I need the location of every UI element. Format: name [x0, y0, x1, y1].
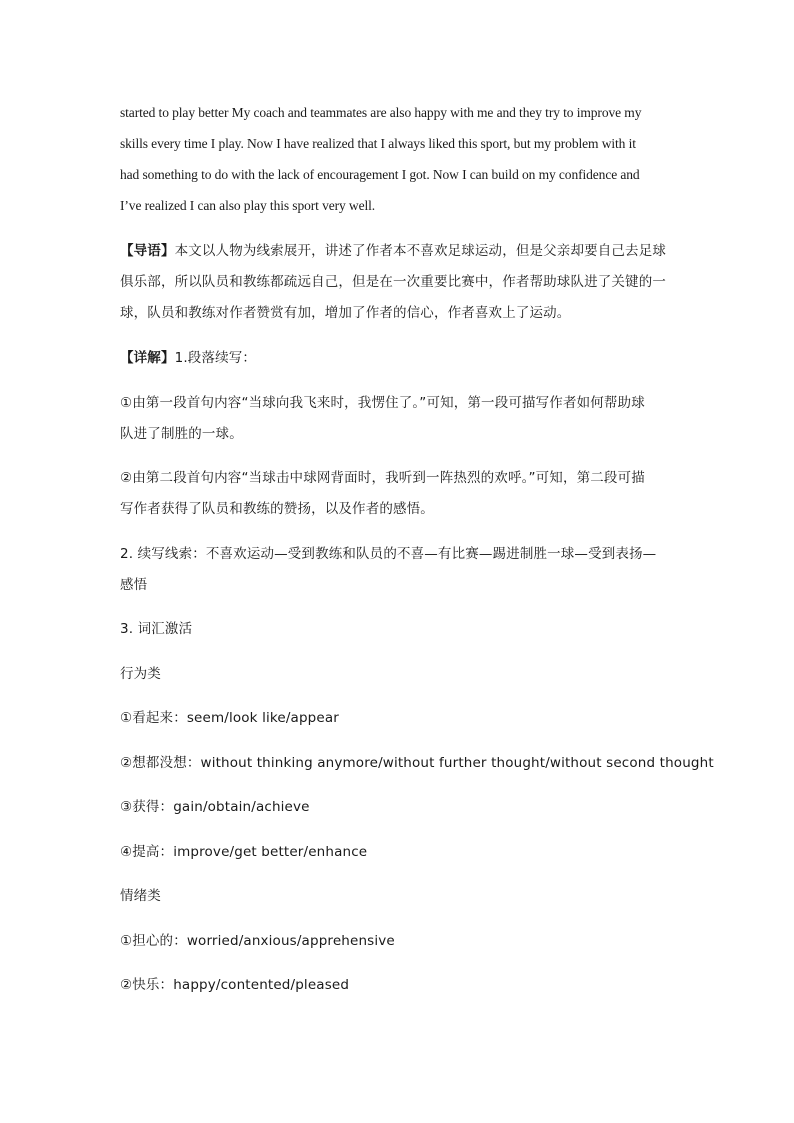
vocab-group-1-item-3: ③获得：gain/obtain/achieve: [120, 799, 310, 815]
para-point-1-line-1: ①由第一段首句内容“当球向我飞来时，我愣住了。”可知，第一段可描写作者如何帮助球: [120, 395, 645, 411]
vocab-group-2-item-2: ②快乐：happy/contented/pleased: [120, 977, 350, 993]
guide-text-1: 本文以人物为线索展开，讲述了作者本不喜欢足球运动，但是父亲却要自己去足球: [174, 243, 667, 259]
para-point-2-line-2: 写作者获得了队员和教练的赞扬，以及作者的感悟。: [120, 501, 434, 517]
guide-line-1: [120, 242, 666, 260]
vocab-group-1-item-2: ②想都没想：without thinking anymore/without further thought/without second thought: [120, 755, 714, 771]
detail-heading: [120, 349, 256, 367]
passage-line-1: started to play better My coach and teammates are also happy with me and they try to improve my: [120, 105, 642, 120]
passage-line-3: had something to do with the lack of encouragement I got. Now I can build on my confidence and: [120, 167, 640, 182]
para-point-1-line-2: 队进了制胜的一球。: [120, 426, 243, 442]
guide-line-3: 球，队员和教练对作者赞赏有加，增加了作者的信心，作者喜欢上了运动。: [120, 305, 571, 321]
vocab-group-2-item-1: ①担心的：worried/anxious/apprehensive: [120, 933, 395, 949]
vocab-group-1-title: 行为类: [120, 666, 161, 682]
clue-line-2: 感悟: [120, 577, 148, 593]
vocab-group-1-item-4: ④提高：improve/get better/enhance: [120, 844, 368, 860]
guide-tag: 【导语】: [120, 243, 175, 259]
vocab-group-2-title: 情绪类: [120, 888, 161, 904]
detail-tag: 【详解】: [120, 350, 175, 366]
vocab-heading: 3. 词汇激活: [120, 621, 193, 637]
para-point-2-line-1: ②由第二段首句内容“当球击中球网背面时，我听到一阵热烈的欢呼。”可知，第二段可描: [120, 470, 645, 486]
clue-line-1: 2. 续写线索：不喜欢运动—受到教练和队员的不喜—有比赛—踢进制胜一球—受到表扬—: [120, 546, 657, 562]
vocab-group-1-item-1: ①看起来：seem/look like/appear: [120, 710, 339, 726]
passage-line-2: skills every time I play. Now I have realized that I always liked this sport, but my problem with it: [120, 136, 636, 151]
guide-line-2: 俱乐部，所以队员和教练都疏远自己，但是在一次重要比赛中，作者帮助球队进了关键的一: [120, 274, 666, 290]
detail-heading-text: 1.段落续写：: [174, 350, 257, 366]
passage-line-4: I’ve realized I can also play this sport very well.: [120, 198, 376, 213]
